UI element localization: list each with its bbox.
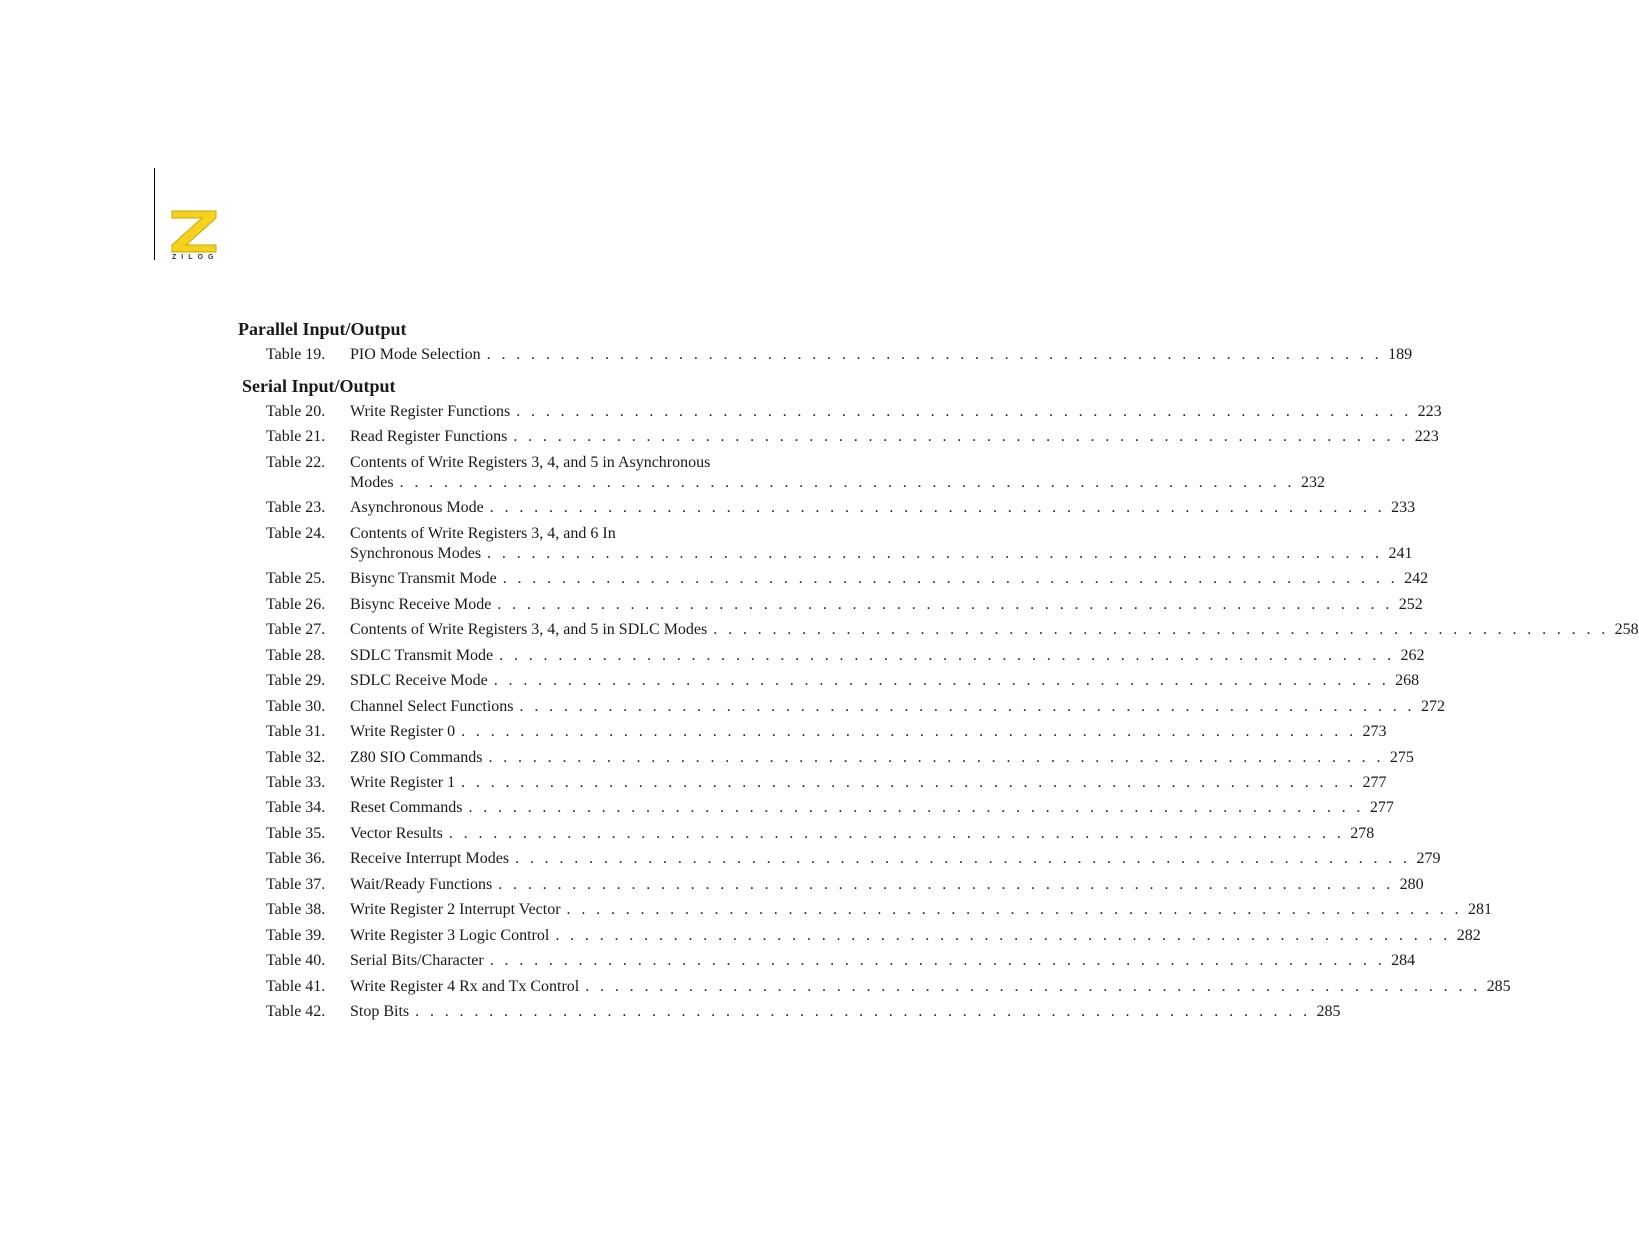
table-number: Table 20. [266,403,326,420]
dot-leader: . . . . . . . . . . . . . . . . . . . . . . . . . . . . . . . . . . . . . . . . . . . . . . . . . . . . . . . . . . . . . [497,596,1393,613]
page-number: 277 [1362,774,1387,791]
dot-leader: . . . . . . . . . . . . . . . . . . . . . . . . . . . . . . . . . . . . . . . . . . . . . . . . . . . . . . . . . . . . . [461,774,1357,791]
table-number: Table 34. [266,799,326,816]
table-title: Wait/Ready Functions [350,876,493,893]
table-title-line1: Contents of Write Registers 3, 4, and 5 in Asynchronous [350,454,711,471]
page-number: 282 [1456,927,1481,944]
table-title: Z80 SIO Commands [350,749,483,766]
dot-leader: . . . . . . . . . . . . . . . . . . . . . . . . . . . . . . . . . . . . . . . . . . . . . . . . . . . . . . . . . . . . . [519,698,1415,715]
zilog-logo [170,209,222,265]
table-title-line1: Contents of Write Registers 3, 4, and 6 In [350,525,616,542]
table-number: Table 35. [266,825,326,842]
dot-leader: . . . . . . . . . . . . . . . . . . . . . . . . . . . . . . . . . . . . . . . . . . . . . . . . . . . . . . . . . . . . . [502,570,1399,587]
dot-leader: . . . . . . . . . . . . . . . . . . . . . . . . . . . . . . . . . . . . . . . . . . . . . . . . . . . . . . . . . . . . . [513,428,1409,445]
page-number: 279 [1416,850,1441,867]
dot-leader: . . . . . . . . . . . . . . . . . . . . . . . . . . . . . . . . . . . . . . . . . . . . . . . . . . . . . . . . . . . . . [487,545,1383,562]
page-number: 281 [1467,901,1492,918]
dot-leader: . . . . . . . . . . . . . . . . . . . . . . . . . . . . . . . . . . . . . . . . . . . . . . . . . . . . . . . . . . . . . [493,672,1390,689]
table-title: Write Register 1 [350,774,456,791]
table-number: Table 22. [266,454,326,471]
dot-leader: . . . . . . . . . . . . . . . . . . . . . . . . . . . . . . . . . . . . . . . . . . . . . . . . . . . . . . . . . . . . . [488,749,1384,766]
dot-leader: . . . . . . . . . . . . . . . . . . . . . . . . . . . . . . . . . . . . . . . . . . . . . . . . . . . . . . . . . . . . . [585,978,1481,995]
table-title: PIO Mode Selection [350,346,481,363]
dot-leader: . . . . . . . . . . . . . . . . . . . . . . . . . . . . . . . . . . . . . . . . . . . . . . . . . . . . . . . . . . . . . [499,647,1395,664]
dot-leader: . . . . . . . . . . . . . . . . . . . . . . . . . . . . . . . . . . . . . . . . . . . . . . . . . . . . . . . . . . . . . [415,1003,1311,1020]
table-number: Table 39. [266,927,326,944]
table-title: Write Register Functions [350,403,511,420]
logo-wordmark: ZILOG [172,254,219,261]
section-heading: Serial Input/Output [242,376,396,396]
table-title: Contents of Write Registers 3, 4, and 5 in SDLC Modes [350,621,708,638]
dot-leader: . . . . . . . . . . . . . . . . . . . . . . . . . . . . . . . . . . . . . . . . . . . . . . . . . . . . . . . . . . . . . [566,901,1462,918]
table-number: Table 40. [266,952,326,969]
table-title: Write Register 2 Interrupt Vector [350,901,561,918]
table-title: Vector Results [350,825,443,842]
page-number: 284 [1391,952,1416,969]
page-number: 268 [1395,672,1420,689]
dot-leader: . . . . . . . . . . . . . . . . . . . . . . . . . . . . . . . . . . . . . . . . . . . . . . . . . . . . . . . . . . . . . [461,723,1357,740]
table-number: Table 24. [266,525,326,542]
page-number: 285 [1486,978,1511,995]
table-number: Table 25. [266,570,326,587]
table-number: Table 27. [266,621,326,638]
table-title: SDLC Transmit Mode [350,647,494,664]
table-title: Asynchronous Mode [350,499,484,516]
table-number: Table 26. [266,596,326,613]
page-number: 273 [1362,723,1387,740]
table-title: Channel Select Functions [350,698,514,715]
table-title: Read Register Functions [350,428,508,445]
page-number: 272 [1420,698,1445,715]
margin-rule [154,168,155,260]
dot-leader: . . . . . . . . . . . . . . . . . . . . . . . . . . . . . . . . . . . . . . . . . . . . . . . . . . . . . . . . . . . . . [489,499,1386,516]
dot-leader: . . . . . . . . . . . . . . . . . . . . . . . . . . . . . . . . . . . . . . . . . . . . . . . . . . . . . . . . . . . . . [498,876,1394,893]
table-number: Table 28. [266,647,326,664]
table-title: Serial Bits/Character [350,952,484,969]
table-number: Table 30. [266,698,326,715]
page-number: 275 [1389,749,1414,766]
page-number: 242 [1404,570,1429,587]
table-number: Table 31. [266,723,326,740]
page-number: 258 [1614,621,1639,638]
page-number: 189 [1388,346,1413,363]
table-number: Table 32. [266,749,326,766]
table-number: Table 23. [266,499,326,516]
dot-leader: . . . . . . . . . . . . . . . . . . . . . . . . . . . . . . . . . . . . . . . . . . . . . . . . . . . . . . . . . . . . . [713,621,1609,638]
zilog-z-icon [170,209,218,253]
dot-leader: . . . . . . . . . . . . . . . . . . . . . . . . . . . . . . . . . . . . . . . . . . . . . . . . . . . . . . . . . . . . . [515,850,1411,867]
dot-leader: . . . . . . . . . . . . . . . . . . . . . . . . . . . . . . . . . . . . . . . . . . . . . . . . . . . . . . . . . . . . . [448,825,1345,842]
table-number: Table 29. [266,672,326,689]
dot-leader: . . . . . . . . . . . . . . . . . . . . . . . . . . . . . . . . . . . . . . . . . . . . . . . . . . . . . . . . . . . . . [489,952,1386,969]
page-number: 285 [1316,1003,1341,1020]
table-number: Table 21. [266,428,326,445]
page-number: 262 [1400,647,1425,664]
page-number: 280 [1399,876,1424,893]
table-title: Modes [350,474,394,491]
page-number: 278 [1350,825,1375,842]
table-title: Stop Bits [350,1003,410,1020]
page-number: 252 [1398,596,1423,613]
dot-leader: . . . . . . . . . . . . . . . . . . . . . . . . . . . . . . . . . . . . . . . . . . . . . . . . . . . . . . . . . . . . . [486,346,1383,363]
table-number: Table 38. [266,901,326,918]
page-number: 241 [1388,545,1413,562]
dot-leader: . . . . . . . . . . . . . . . . . . . . . . . . . . . . . . . . . . . . . . . . . . . . . . . . . . . . . . . . . . . . . [555,927,1451,944]
table-title: Reset Commands [350,799,463,816]
table-title: Write Register 4 Rx and Tx Control [350,978,580,995]
table-title: SDLC Receive Mode [350,672,488,689]
table-number: Table 37. [266,876,326,893]
table-title: Bisync Receive Mode [350,596,492,613]
section-heading: Parallel Input/Output [238,319,407,339]
dot-leader: . . . . . . . . . . . . . . . . . . . . . . . . . . . . . . . . . . . . . . . . . . . . . . . . . . . . . . . . . . . . . [468,799,1364,816]
table-number: Table 33. [266,774,326,791]
dot-leader: . . . . . . . . . . . . . . . . . . . . . . . . . . . . . . . . . . . . . . . . . . . . . . . . . . . . . . . . . . . . . [399,474,1295,491]
table-title: Write Register 3 Logic Control [350,927,550,944]
table-number: Table 41. [266,978,326,995]
table-title: Synchronous Modes [350,545,482,562]
table-number: Table 19. [266,346,326,363]
table-number: Table 42. [266,1003,326,1020]
page-number: 223 [1414,428,1439,445]
page-number: 233 [1391,499,1416,516]
page-number: 223 [1417,403,1442,420]
table-number: Table 36. [266,850,326,867]
page-number: 277 [1369,799,1394,816]
page-number: 232 [1300,474,1325,491]
table-title: Write Register 0 [350,723,456,740]
table-title: Bisync Transmit Mode [350,570,497,587]
dot-leader: . . . . . . . . . . . . . . . . . . . . . . . . . . . . . . . . . . . . . . . . . . . . . . . . . . . . . . . . . . . . . [516,403,1412,420]
table-title: Receive Interrupt Modes [350,850,510,867]
